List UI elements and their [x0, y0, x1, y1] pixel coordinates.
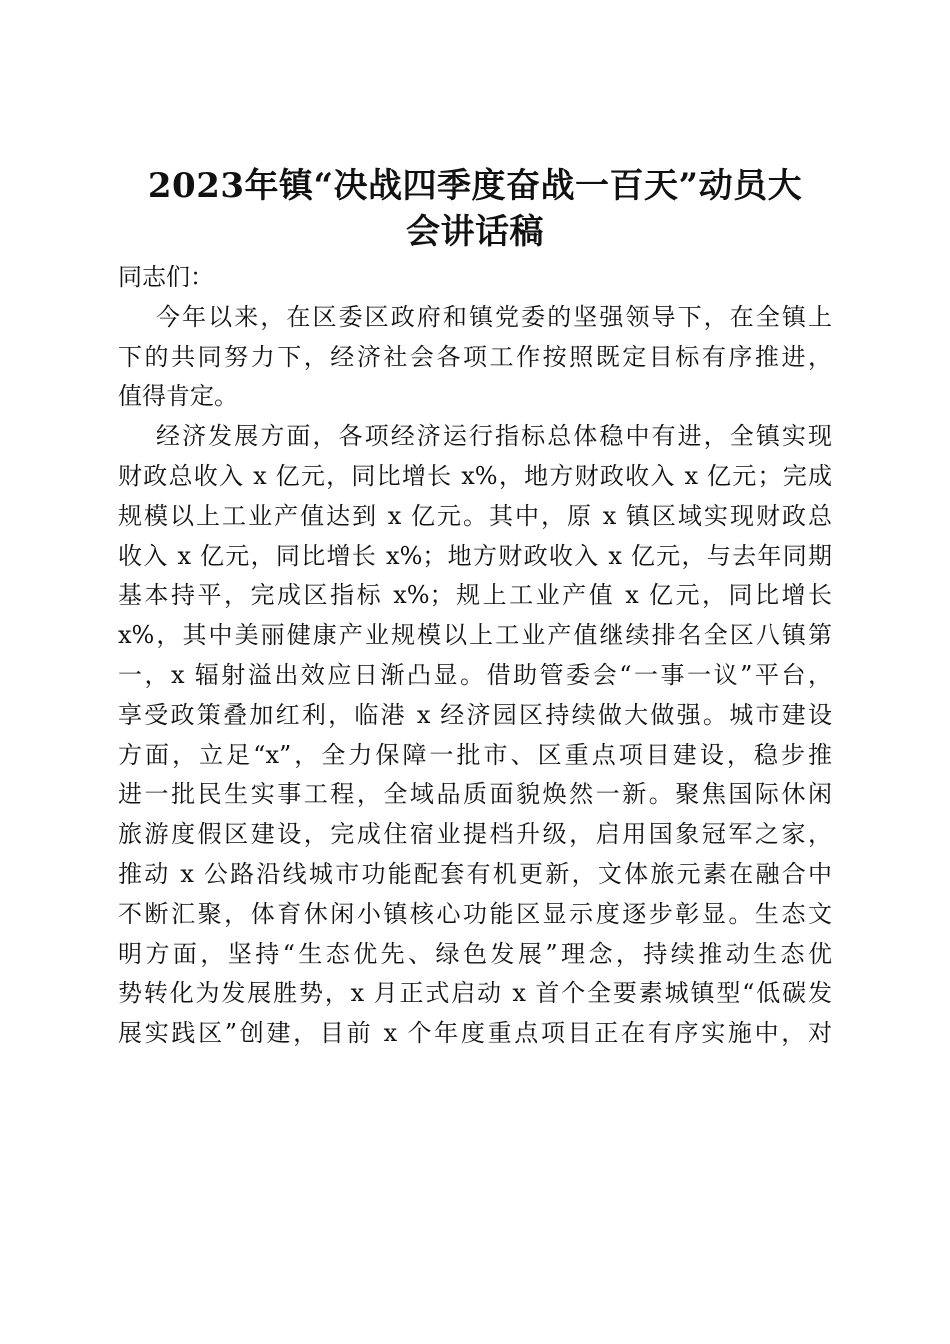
paragraph-line: 进一批民生实事工程，全域品质面貌焕然一新。聚焦国际休闲 — [118, 780, 832, 809]
paragraph-line: 享受政策叠加红利，临港 x 经济园区持续做大做强。城市建设 — [118, 700, 832, 729]
paragraph-line: 经济发展方面，各项经济运行指标总体稳中有进，全镇实现 — [156, 422, 832, 451]
paragraph-line: 方面，立足“x”，全力保障一批市、区重点项目建设，稳步推 — [118, 740, 832, 769]
paragraph-line: 展实践区”创建，目前 x 个年度重点项目正在有序实施中，对 — [118, 1019, 832, 1048]
title-line-2: 会讲话稿 — [406, 211, 544, 252]
salutation: 同志们： — [118, 263, 214, 291]
paragraph-line: 明方面，坚持“生态优先、绿色发展”理念，持续推动生态优 — [118, 939, 832, 968]
paragraph-line: 今年以来，在区委区政府和镇党委的坚强领导下，在全镇上 — [156, 302, 832, 331]
paragraph-line: 规模以上工业产值达到 x 亿元。其中，原 x 镇区域实现财政总 — [118, 501, 832, 530]
paragraph-line: 势转化为发展胜势，x 月正式启动 x 首个全要素城镇型“低碳发 — [118, 979, 832, 1008]
paragraph-line: 一，x 辐射溢出效应日渐凸显。借助管委会“一事一议”平台， — [118, 660, 832, 689]
paragraph-line: 推动 x 公路沿线城市功能配套有机更新，文体旅元素在融合中 — [118, 859, 832, 888]
paragraph-1 — [118, 298, 832, 417]
paragraph-line: 旅游度假区建设，完成住宿业提档升级，启用国象冠军之家， — [118, 820, 832, 849]
paragraph-line: 财政总收入 x 亿元，同比增长 x%，地方财政收入 x 亿元；完成 — [118, 461, 832, 490]
document-body — [118, 258, 832, 1054]
paragraph-line: 值得肯定。 — [118, 382, 238, 411]
paragraph-2 — [118, 417, 832, 1054]
paragraph-line: 下的共同努力下，经济社会各项工作按照既定目标有序推进， — [118, 342, 832, 371]
title-line-1: 2023年镇“决战四季度奋战一百天”动员大 — [147, 165, 803, 206]
paragraph-line: 收入 x 亿元，同比增长 x%；地方财政收入 x 亿元，与去年同期 — [118, 541, 832, 570]
paragraph-line: x%，其中美丽健康产业规模以上工业产值继续排名全区八镇第 — [118, 621, 832, 650]
paragraph-line: 不断汇聚，体育休闲小镇核心功能区显示度逐步彰显。生态文 — [118, 899, 832, 928]
paragraph-line: 基本持平，完成区指标 x%；规上工业产值 x 亿元，同比增长 — [118, 581, 832, 610]
document-title — [118, 163, 832, 255]
